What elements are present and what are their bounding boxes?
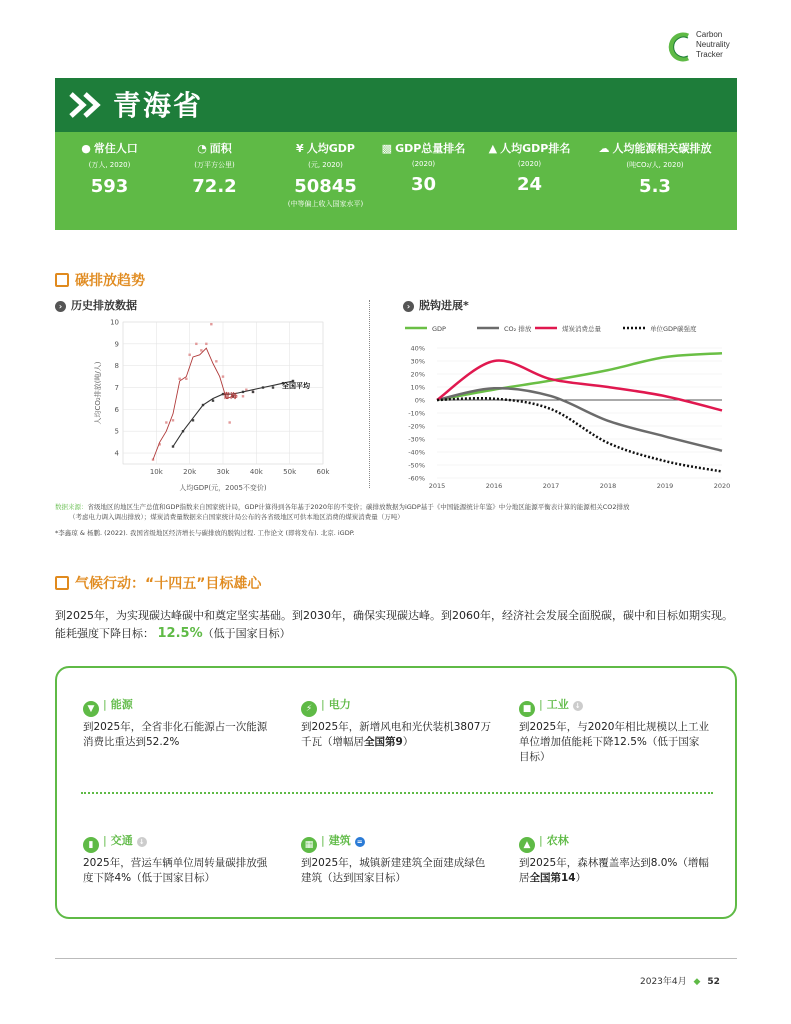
- stat-label: 人均GDP排名: [500, 142, 571, 155]
- logo-c-icon: [668, 32, 692, 62]
- chart-divider: [369, 300, 370, 488]
- scatter-point: [205, 343, 207, 345]
- label-qinghai: 青海: [223, 392, 237, 400]
- target-title: 工业: [546, 698, 569, 711]
- y-tick-label: -20%: [408, 422, 425, 431]
- target-title: 建筑: [328, 834, 351, 847]
- target-text: 到2025年，与2020年相比规模以上工业单位增加值能耗下降12.5%（低于国家目标）: [519, 721, 709, 763]
- para-line-2: [55, 625, 745, 643]
- para-suffix: （低于国家目标）: [202, 627, 291, 640]
- target-title: 交通: [110, 834, 133, 847]
- y-tick-label: 6: [114, 405, 119, 414]
- y-tick-label: -60%: [408, 474, 425, 483]
- equal-target-icon: =: [355, 837, 365, 847]
- scatter-point: [222, 375, 224, 377]
- y-tick-label: 20%: [410, 370, 425, 379]
- subtitle-decoupling: [403, 297, 469, 313]
- x-tick-label: 2015: [428, 482, 446, 490]
- target-text: 到2025年，新增风电和光伏装机3807万千瓦（增幅居全国第9）: [301, 721, 491, 748]
- power-icon: ⚡: [301, 701, 317, 717]
- target-title: 电力: [328, 698, 351, 711]
- targets-paragraph: [55, 607, 745, 643]
- legend-label: 单位GDP碳强度: [650, 325, 697, 333]
- target-text: 到2025年，全省非化石能源占一次能源消费比重达到52.2%: [83, 721, 268, 748]
- stats-bar: [55, 132, 737, 230]
- x-tick-label: 60k: [316, 468, 330, 476]
- legend-label: CO₂ 排放: [504, 325, 532, 333]
- sector-targets-box: [55, 666, 737, 919]
- data-source-note: [55, 502, 737, 538]
- y-tick-label: -40%: [408, 448, 425, 457]
- label-national-avg: 全国平均: [282, 382, 310, 390]
- scatter-point: [188, 354, 190, 356]
- y-tick-label: -10%: [408, 409, 425, 418]
- section-title-climate-action: [55, 573, 261, 593]
- target-building: ▦ | 建筑 = 到2025年，城镇新建建筑全面建成绿色建筑（达到国家目标）: [301, 832, 491, 886]
- stat-label: GDP总量排名: [395, 142, 466, 155]
- series-line: [437, 388, 722, 450]
- dotted-separator: [81, 792, 713, 794]
- stat-area: [162, 132, 267, 197]
- scatter-point: [172, 419, 174, 421]
- x-tick-label: 40k: [249, 468, 263, 476]
- section-title-emission-trend: [55, 270, 145, 290]
- history-scatter-chart: [90, 318, 330, 518]
- legend-label: GDP: [432, 325, 446, 333]
- energy-intensity-target: 12.5%: [157, 626, 203, 641]
- stat-population: [57, 132, 162, 197]
- y-tick-label: 4: [114, 449, 119, 458]
- target-rank: 全国第14: [529, 872, 576, 884]
- logo-line-3: Tracker: [696, 50, 723, 59]
- x-tick-label: 30k: [216, 468, 230, 476]
- co2-icon: ☁: [598, 142, 610, 155]
- x-tick-label: 2016: [485, 482, 503, 490]
- para-line-1: 到2025年，为实现碳达峰碳中和奠定坚实基础。到2030年，确保实现碳达峰。到2060年，经济社会发展全面脱碳，碳中和目标如期实现。: [55, 609, 733, 622]
- stat-label: 人均能源相关碳排放: [612, 142, 712, 155]
- y-tick-label: 8: [114, 362, 119, 371]
- subtitle-text: 脱钩进展*: [419, 299, 469, 312]
- target-text: 2025年，营运车辆单位周转量碳排放强度下降4%（低于国家目标）: [83, 857, 268, 884]
- y-tick-label: -30%: [408, 435, 425, 444]
- x-tick-label: 2020: [713, 482, 731, 490]
- decoupling-line-chart: [395, 318, 740, 498]
- x-tick-label: 10k: [149, 468, 163, 476]
- source-line-2: （考虑电力调入调出排放）；煤炭消费量数据来自国家统计局公布的各省级地区可供本地区消费的煤炭消费量（万吨）: [69, 513, 404, 521]
- footer-date: 2023年4月: [640, 977, 687, 987]
- x-tick-label: 20k: [183, 468, 197, 476]
- target-text: 到2025年，森林覆盖率达到8.0%（增幅居全国第14）: [519, 857, 709, 884]
- scatter-point: [252, 391, 254, 393]
- target-text: 到2025年，城镇新建建筑全面建成绿色建筑（达到国家目标）: [301, 857, 486, 884]
- reference-note: *李鑫琼 & 杨鹏. (2022). 我国省级地区经济增长与碳排放的脱钩过程. 工作论文 (即将发布). 北京. iGDP.: [55, 529, 355, 537]
- stat-unit: (元, 2020): [308, 161, 343, 169]
- car-icon: ▮: [83, 837, 99, 853]
- stat-value: 593: [90, 176, 129, 197]
- y-tick-label: 40%: [410, 344, 425, 353]
- series-line: [437, 353, 722, 400]
- legend-label: 煤炭消费总量: [562, 325, 601, 333]
- bar-icon: ▩: [381, 142, 393, 155]
- x-tick-label: 2018: [599, 482, 617, 490]
- target-title: 农林: [546, 834, 569, 847]
- tree-icon: ▲: [519, 837, 535, 853]
- leaf-icon: ◆: [693, 977, 701, 987]
- scatter-point: [165, 421, 167, 423]
- scatter-point: [215, 360, 217, 362]
- scatter-point: [272, 386, 274, 388]
- chevron-right-icon: ›: [403, 301, 414, 312]
- energy-icon: ▼: [83, 701, 99, 717]
- target-energy: ▼ | 能源 到2025年，全省非化石能源占一次能源消费比重达到52.2%: [83, 696, 273, 750]
- province-title: 青海省: [113, 89, 204, 122]
- scatter-point: [212, 399, 214, 401]
- scatter-point: [178, 378, 180, 380]
- scatter-point: [195, 343, 197, 345]
- source-line-1: 省级地区的地区生产总值和GDP指数来自国家统计局，GDP计算得到各年基于2020年的不变价；碳排放数据为iGDP基于《中国能源统计年鉴》中分地区能源平衡表计算的能源相关CO2排放: [87, 503, 630, 511]
- factory-icon: ■: [519, 701, 535, 717]
- edit-icon: [55, 576, 69, 590]
- stat-value: 5.3: [639, 176, 671, 197]
- stat-unit: (吨CO₂/人, 2020): [626, 161, 684, 169]
- stat-label: 面积: [209, 142, 232, 155]
- scatter-point: [228, 421, 230, 423]
- series-line: [437, 361, 722, 411]
- stat-gdp-rank: [371, 132, 476, 195]
- stat-unit: (2020): [517, 160, 542, 168]
- y-tick-label: 10: [110, 318, 119, 327]
- stat-unit: (2020): [411, 160, 436, 168]
- stat-value: 72.2: [192, 176, 237, 197]
- stat-carbon-per-capita: [585, 132, 725, 197]
- x-tick-label: 2019: [656, 482, 674, 490]
- y-tick-label: 5: [114, 427, 119, 436]
- below-target-icon: ↓: [137, 837, 147, 847]
- double-chevron-icon: [69, 92, 103, 118]
- x-tick-label: 2017: [542, 482, 560, 490]
- province-header: [55, 78, 737, 132]
- below-target-icon: ↓: [573, 701, 583, 711]
- y-tick-label: 9: [114, 340, 119, 349]
- logo-line-2: Neutrality: [696, 40, 730, 49]
- footer: [640, 974, 720, 987]
- subtitle-text: 历史排放数据: [71, 299, 137, 312]
- footer-divider: [55, 958, 737, 959]
- source-label: 数据来源：: [55, 503, 88, 511]
- page-number: 52: [707, 977, 720, 987]
- building-icon: ▦: [301, 837, 317, 853]
- y-tick-label: 0%: [414, 396, 425, 405]
- y-tick-label: 7: [114, 384, 119, 393]
- y-tick-label: 10%: [410, 383, 425, 392]
- stat-gdp-per-capita-rank: [477, 132, 582, 195]
- scatter-point: [200, 349, 202, 351]
- target-forestry: ▲ | 农林 到2025年，森林覆盖率达到8.0%（增幅居全国第14）: [519, 834, 709, 884]
- chevron-right-icon: ›: [55, 301, 66, 312]
- logo-line-1: Carbon: [696, 30, 723, 39]
- pie-icon: ◔: [197, 142, 207, 155]
- y-axis-label: 人均CO₂排放(吨/人): [94, 361, 102, 425]
- scatter-point: [242, 395, 244, 397]
- edit-icon: [55, 273, 69, 287]
- yuan-icon: ¥: [296, 142, 304, 155]
- scatter-point: [185, 378, 187, 380]
- section-title-text: 碳排放趋势: [75, 273, 145, 289]
- stat-value: 24: [516, 174, 543, 195]
- stat-unit: (万平方公里): [194, 161, 235, 169]
- stat-value: 50845: [294, 176, 357, 197]
- stat-label: 人均GDP: [306, 142, 355, 155]
- stat-value: 30: [410, 174, 437, 195]
- person-rank-icon: ▲: [488, 142, 498, 155]
- subtitle-history: [55, 297, 137, 313]
- y-tick-label: -50%: [408, 461, 425, 470]
- target-rank: 全国第9: [364, 736, 403, 748]
- x-axis-label: 人均GDP(元，2005不变价): [179, 484, 267, 492]
- target-transport: ▮ | 交通 ↓ 2025年，营运车辆单位周转量碳排放强度下降4%（低于国家目标）: [83, 832, 273, 886]
- stat-unit: (万人, 2020): [88, 161, 131, 169]
- target-industry: ■ | 工业 ↓ 到2025年，与2020年相比规模以上工业单位增加值能耗下降12.5%（低于国家目标）: [519, 698, 709, 763]
- target-power: ⚡ | 电力 到2025年，新增风电和光伏装机3807万千瓦（增幅居全国第9）: [301, 698, 491, 748]
- carbon-neutrality-tracker-logo: [668, 28, 748, 68]
- target-title: 能源: [110, 698, 133, 711]
- stat-note: (中等偏上收入国家水平): [287, 200, 364, 208]
- people-icon: ●: [81, 142, 91, 155]
- stat-label: 常住人口: [93, 142, 138, 155]
- stat-gdp-per-capita: [273, 132, 378, 209]
- y-tick-label: 30%: [410, 357, 425, 366]
- para-prefix: 能耗强度下降目标：: [55, 627, 154, 640]
- section-title-text: 气候行动：“十四五”目标雄心: [75, 576, 262, 592]
- scatter-point: [210, 323, 212, 325]
- x-tick-label: 50k: [283, 468, 297, 476]
